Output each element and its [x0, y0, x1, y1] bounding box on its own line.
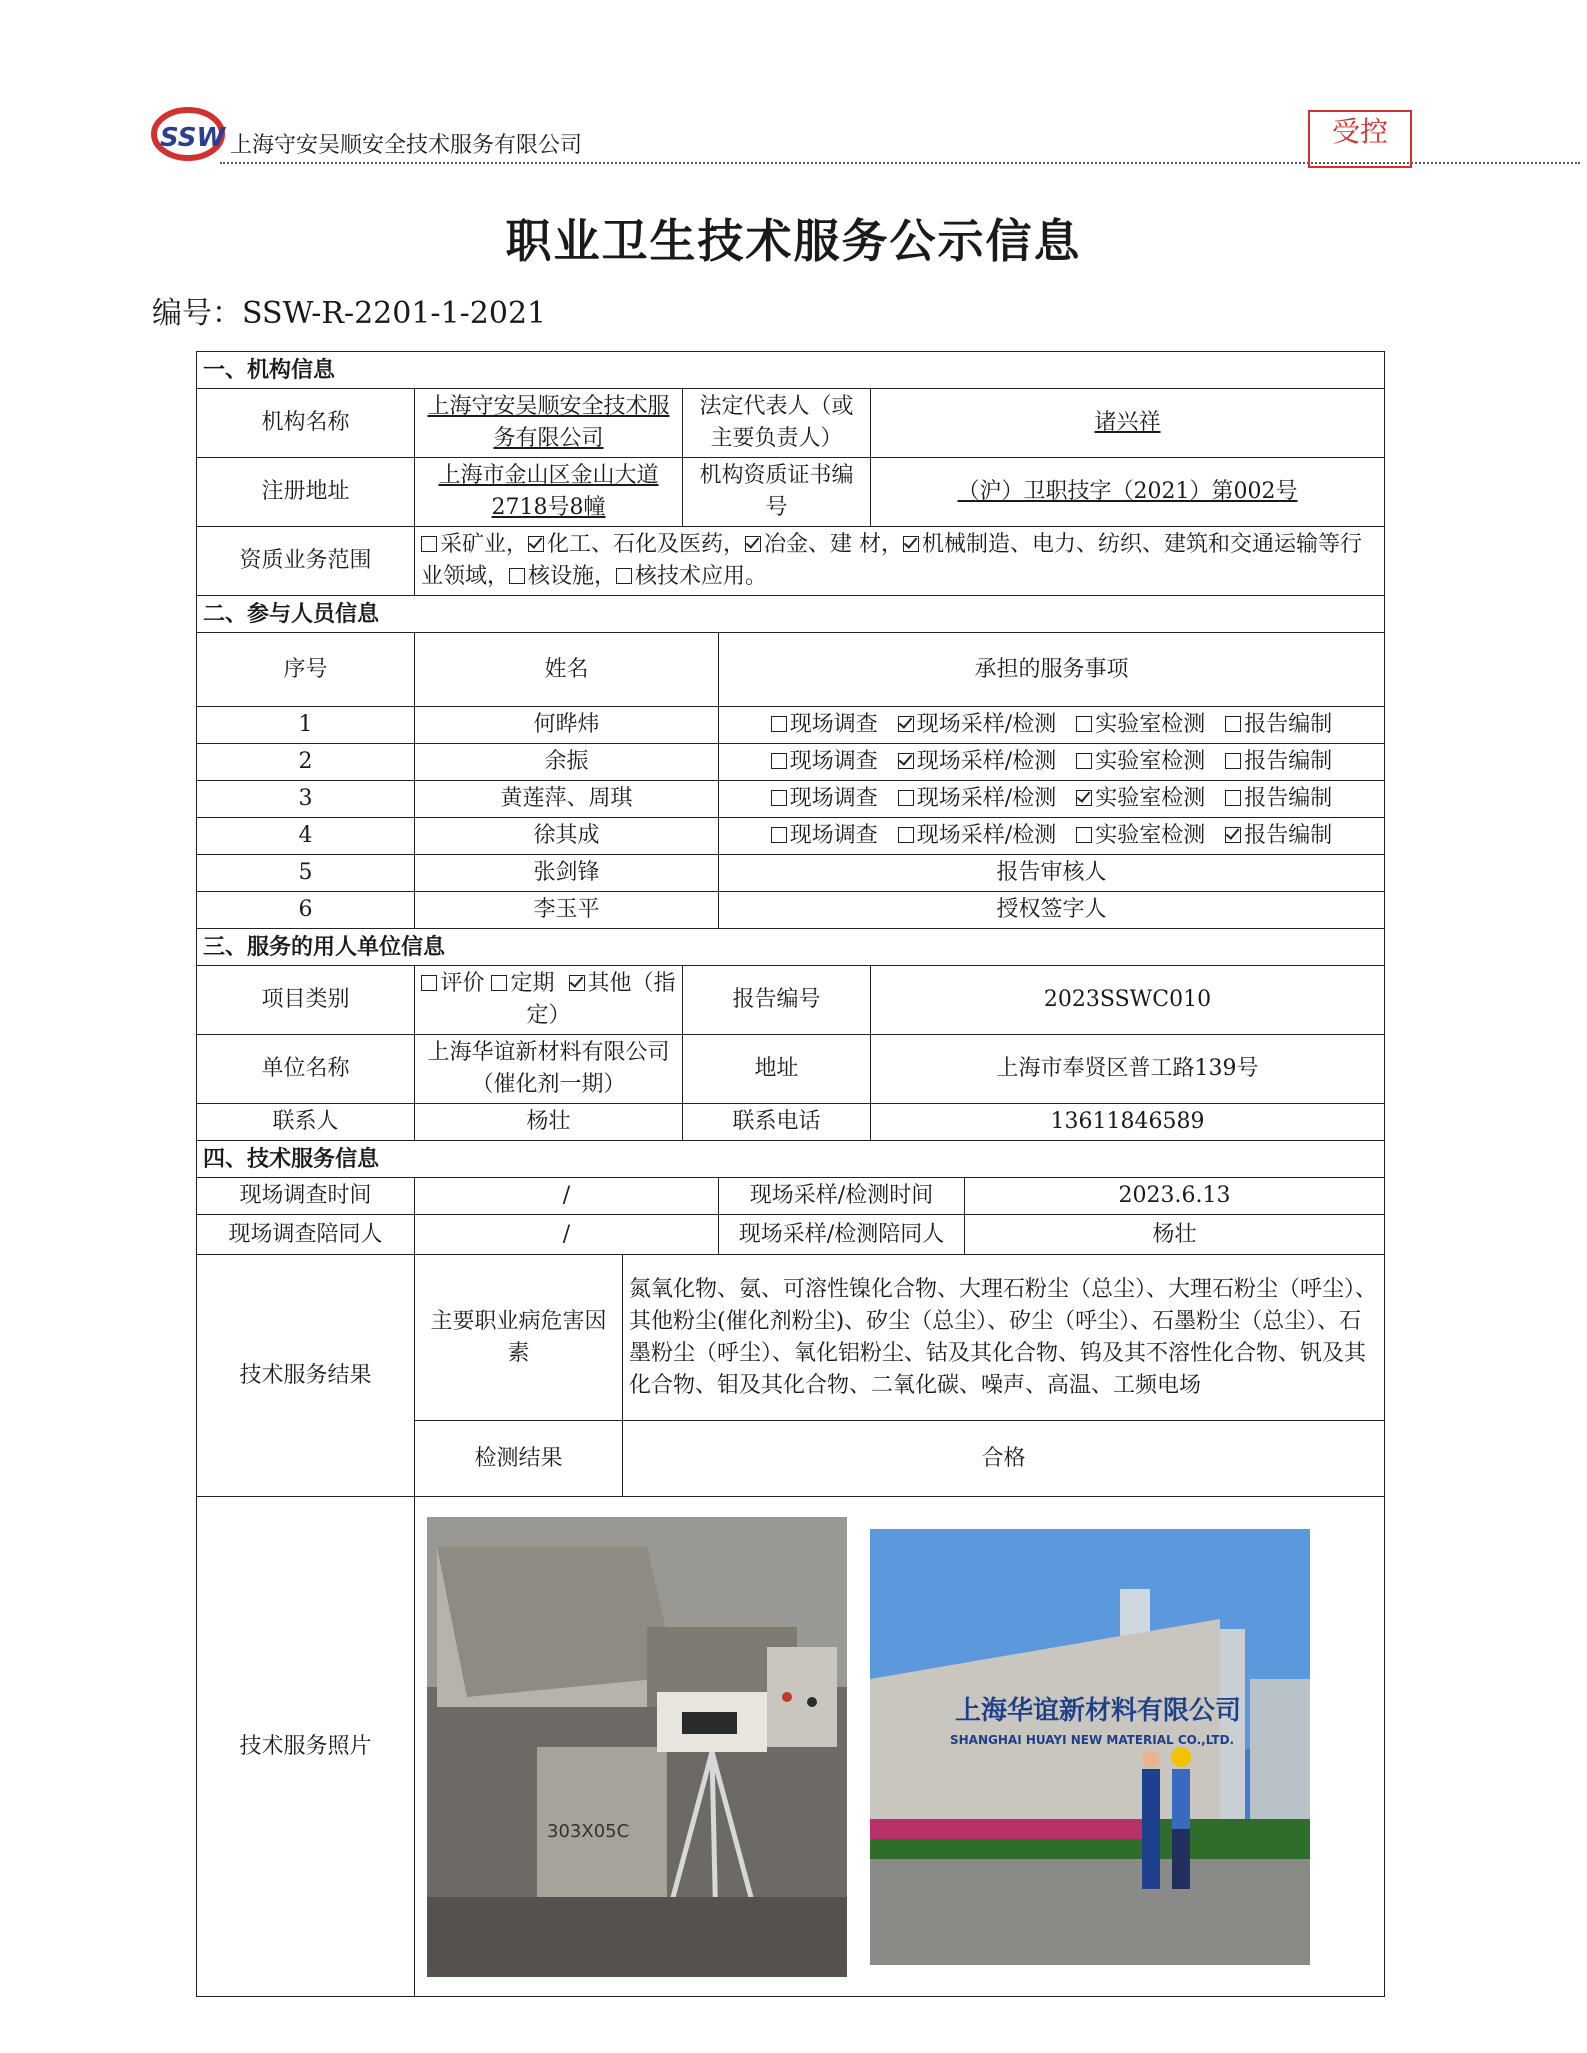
legal-rep: 诸兴祥	[871, 389, 1385, 458]
staff-name: 李玉平	[415, 892, 719, 929]
sampling-escort: 杨壮	[965, 1215, 1385, 1255]
checkbox-icon	[491, 975, 507, 991]
staff-name: 张剑锋	[415, 855, 719, 892]
checkbox-icon	[1225, 790, 1241, 806]
logo-text: SSW	[160, 123, 226, 153]
scope-item: 核设施，	[509, 564, 616, 589]
staff-services	[719, 744, 1385, 781]
site-photo	[870, 1529, 1310, 1965]
checkbox-icon	[898, 790, 914, 806]
scope-item: 冶金、建 材，	[745, 532, 903, 557]
staff-name: 余振	[415, 744, 719, 781]
phone-number: 13611846589	[871, 1104, 1385, 1141]
scope-item: 机械制造、电力、纺织、建筑和交通运输等行业领域，	[421, 532, 1363, 589]
checkbox-icon	[771, 753, 787, 769]
survey-escort-label: 现场调查陪同人	[197, 1215, 415, 1255]
staff-no: 1	[197, 707, 415, 744]
page-header	[150, 96, 1430, 166]
scope-list	[415, 527, 1385, 596]
staff-row	[197, 855, 1385, 892]
checkbox-icon	[421, 536, 437, 552]
staff-row	[197, 744, 1385, 781]
org-name: 上海守安吴顺安全技术服务有限公司	[415, 389, 683, 458]
contact-label: 联系人	[197, 1104, 415, 1141]
service-item: 报告编制	[1225, 786, 1332, 811]
service-item: 现场调查	[771, 823, 878, 848]
service-item: 实验室检测	[1076, 786, 1205, 811]
staff-services	[719, 707, 1385, 744]
checkbox-icon	[421, 975, 437, 991]
survey-time: /	[415, 1178, 719, 1215]
section1-heading: 一、机构信息	[197, 352, 1385, 389]
staff-no: 2	[197, 744, 415, 781]
staff-row	[197, 892, 1385, 929]
type-option: 其他（指定）	[526, 971, 676, 1028]
unit-label: 单位名称	[197, 1035, 415, 1104]
section3-heading: 三、服务的用人单位信息	[197, 929, 1385, 966]
staff-services	[719, 781, 1385, 818]
checkbox-icon	[1225, 716, 1241, 732]
service-item: 现场采样/检测	[898, 823, 1056, 848]
checkbox-icon	[1225, 753, 1241, 769]
survey-escort: /	[415, 1215, 719, 1255]
type-label: 项目类别	[197, 966, 415, 1035]
scope-item: 化工、石化及医药，	[528, 532, 745, 557]
phone-label: 联系电话	[683, 1104, 871, 1141]
checkbox-icon	[569, 975, 585, 991]
report-number: 2023SSWC010	[871, 966, 1385, 1035]
checkbox-icon	[771, 716, 787, 732]
staff-row	[197, 781, 1385, 818]
detect-label: 检测结果	[415, 1421, 623, 1497]
type-option: 评价	[421, 971, 484, 996]
col-no: 序号	[197, 633, 415, 707]
addr-label: 地址	[683, 1035, 871, 1104]
address-label: 注册地址	[197, 458, 415, 527]
svg-text:SHANGHAI HUAYI NEW MATERIAL CO: SHANGHAI HUAYI NEW MATERIAL CO.,LTD.	[950, 1732, 1235, 1747]
checkbox-icon	[1076, 790, 1092, 806]
scope-item: 核技术应用。	[616, 564, 767, 589]
survey-time-label: 现场调查时间	[197, 1178, 415, 1215]
photo-cell	[415, 1497, 1385, 1997]
registered-address: 上海市金山区金山大道2718号8幢	[415, 458, 683, 527]
scope-label: 资质业务范围	[197, 527, 415, 596]
staff-row	[197, 818, 1385, 855]
ssw-logo-icon	[150, 96, 230, 166]
unit-address: 上海市奉贤区普工路139号	[871, 1035, 1385, 1104]
controlled-stamp: 受控	[1308, 110, 1412, 168]
type-options	[415, 966, 683, 1035]
contact-person: 杨壮	[415, 1104, 683, 1141]
unit-name: 上海华谊新材料有限公司 （催化剂一期）	[415, 1035, 683, 1104]
service-item: 报告编制	[1225, 823, 1332, 848]
service-item: 报告编制	[1225, 712, 1332, 737]
checkbox-icon	[898, 827, 914, 843]
checkbox-icon	[509, 568, 525, 584]
staff-name: 黄莲萍、周琪	[415, 781, 719, 818]
scope-item: 采矿业，	[421, 532, 528, 557]
staff-rows	[197, 707, 1385, 929]
checkbox-icon	[745, 536, 761, 552]
staff-name: 何晔炜	[415, 707, 719, 744]
org-name-label: 机构名称	[197, 389, 415, 458]
staff-role: 报告审核人	[719, 855, 1385, 892]
result-label: 技术服务结果	[197, 1255, 415, 1497]
document-number: 编号：SSW-R-2201-1-2021	[152, 296, 547, 331]
staff-role: 授权签字人	[719, 892, 1385, 929]
sampling-photo	[427, 1517, 847, 1977]
detect-result: 合格	[623, 1421, 1385, 1497]
checkbox-icon	[898, 716, 914, 732]
sampling-escort-label: 现场采样/检测陪同人	[719, 1215, 965, 1255]
service-item: 现场采样/检测	[898, 749, 1056, 774]
photo-label: 技术服务照片	[197, 1497, 415, 1997]
checkbox-icon	[1225, 827, 1241, 843]
checkbox-icon	[903, 536, 919, 552]
staff-row	[197, 707, 1385, 744]
checkbox-icon	[616, 568, 632, 584]
checkbox-icon	[771, 827, 787, 843]
service-item: 实验室检测	[1076, 749, 1205, 774]
legal-rep-label: 法定代表人（或主要负责人）	[683, 389, 871, 458]
col-name: 姓名	[415, 633, 719, 707]
service-item: 实验室检测	[1076, 712, 1205, 737]
service-item: 现场调查	[771, 712, 878, 737]
staff-no: 6	[197, 892, 415, 929]
staff-services	[719, 818, 1385, 855]
hazard-list: 氮氧化物、氨、可溶性镍化合物、大理石粉尘（总尘）、大理石粉尘（呼尘）、其他粉尘(催化剂粉尘)、矽尘（总尘）、矽尘（呼尘）、石墨粉尘（总尘）、石墨粉尘（呼尘）、氧化铝粉尘、钴及其化合物、钨及其不溶性化合物、钒及其化合物、钼及其化合物、二氧化碳、噪声、高温、工频电场	[623, 1255, 1385, 1421]
hazard-label: 主要职业病危害因素	[415, 1255, 623, 1421]
checkbox-icon	[1076, 753, 1092, 769]
type-option: 定期	[491, 971, 554, 996]
svg-text:303X05C: 303X05C	[547, 1820, 630, 1842]
svg-text:上海华谊新材料有限公司: 上海华谊新材料有限公司	[955, 1695, 1242, 1726]
sampling-time-label: 现场采样/检测时间	[719, 1178, 965, 1215]
col-service: 承担的服务事项	[719, 633, 1385, 707]
staff-no: 5	[197, 855, 415, 892]
checkbox-icon	[771, 790, 787, 806]
service-item: 报告编制	[1225, 749, 1332, 774]
service-item: 现场采样/检测	[898, 786, 1056, 811]
section2-heading: 二、参与人员信息	[197, 596, 1385, 633]
cert-label: 机构资质证书编号	[683, 458, 871, 527]
checkbox-icon	[528, 536, 544, 552]
sampling-time: 2023.6.13	[965, 1178, 1385, 1215]
service-item: 现场调查	[771, 749, 878, 774]
staff-name: 徐其成	[415, 818, 719, 855]
checkbox-icon	[1076, 827, 1092, 843]
service-item: 现场采样/检测	[898, 712, 1056, 737]
checkbox-icon	[1076, 716, 1092, 732]
service-item: 现场调查	[771, 786, 878, 811]
section4-heading: 四、技术服务信息	[197, 1141, 1385, 1178]
staff-no: 3	[197, 781, 415, 818]
cert-number: （沪）卫职技字（2021）第002号	[871, 458, 1385, 527]
checkbox-icon	[898, 753, 914, 769]
company-name: 上海守安吴顺安全技术服务有限公司	[230, 133, 583, 158]
info-table	[196, 351, 1385, 1997]
service-item: 实验室检测	[1076, 823, 1205, 848]
page-title: 职业卫生技术服务公示信息	[505, 214, 1082, 268]
report-no-label: 报告编号	[683, 966, 871, 1035]
staff-no: 4	[197, 818, 415, 855]
